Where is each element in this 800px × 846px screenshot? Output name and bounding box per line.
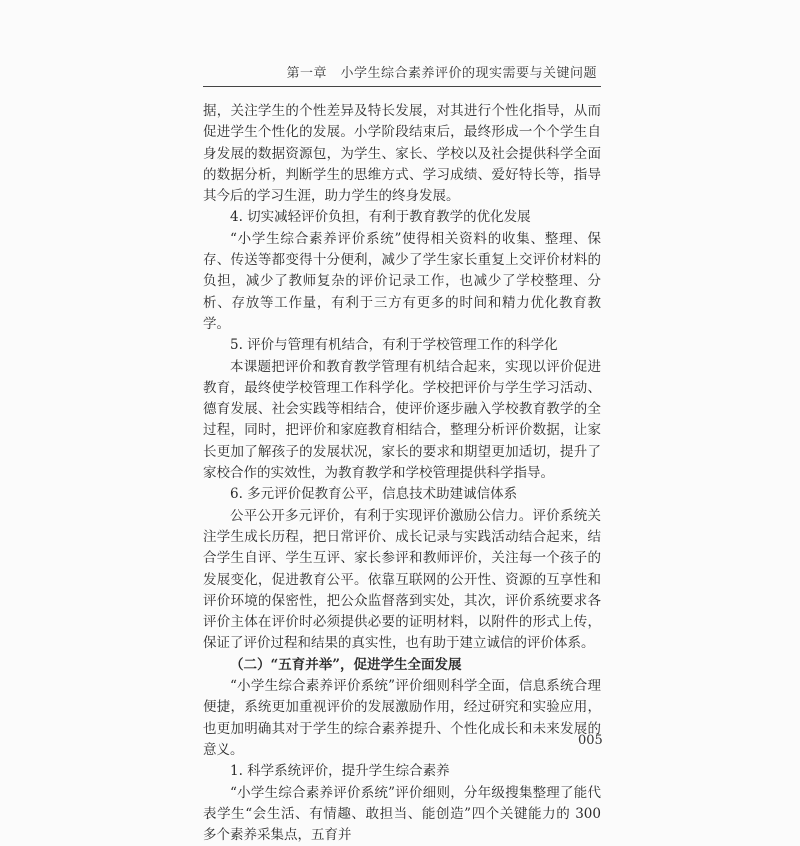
section-heading: （二）“五育并举”，促进学生全面发展: [203, 655, 601, 676]
paragraph-continued: 据，关注学生的个性差异及特长发展，对其进行个性化指导，从而促进学生个性化的发展。小学阶段结束后，最终形成一个个学生自身发展的数据资源包，为学生、家长、学校以及社会提供科学全面的数据分析，判断学生的思维方式、学习成绩、爱好特长等，指导其今后的学习生涯，助力学生的终身发展。: [203, 101, 601, 207]
page-number: 005: [578, 733, 603, 748]
paragraph: “小学生综合素养评价系统”使得相关资料的收集、整理、保存、传送等都变得十分便利，减少了学生家长重复上交评价材料的负担，减少了教师复杂的评价记录工作，也减少了学校整理、分析、存放等工作量，有利于三方有更多的时间和精力优化教育教学。: [203, 229, 601, 335]
paragraph: 公平公开多元评价，有利于实现评价激励公信力。评价系统关注学生成长历程，把日常评价、成长记录与实践活动结合起来，结合学生自评、学生互评、家长参评和教师评价，关注每一个孩子的发展变化，促进教育公平。依靠互联网的公开性、资源的互享性和评价环境的保密性，把公众监督落到实处，其次，评价系统要求各评价主体在评价时必须提供必要的证明材料，以附件的形式上传，保证了评价过程和结果的真实性，也有助于建立诚信的评价体系。: [203, 506, 601, 655]
subheading-5: 5. 评价与管理有机结合，有利于学校管理工作的科学化: [203, 335, 601, 356]
subheading-1: 1. 科学系统评价，提升学生综合素养: [203, 761, 601, 782]
subheading-6: 6. 多元评价促教育公平，信息技术助建诚信体系: [203, 484, 601, 505]
paragraph: 本课题把评价和教育教学管理有机结合起来，实现以评价促进教育，最终使学校管理工作科学化。学校把评价与学生学习活动、德育发展、社会实践等相结合，使评价逐步融入学校教育教学的全过程，同时，把评价和家庭教育相结合，整理分析评价数据，让家长更加了解孩子的发展状况，家长的要求和期望更加适切，提升了家校合作的实效性，为教育教学和学校管理提供科学指导。: [203, 357, 601, 485]
body-text: [203, 101, 601, 846]
header-rule: [203, 86, 601, 87]
running-header: 第一章 小学生综合素养评价的现实需要与关键问题: [286, 62, 597, 81]
paragraph: “小学生综合素养评价系统”评价细则科学全面，信息系统合理便捷，系统更加重视评价的发展激励作用，经过研究和实验应用，也更加明确其对于学生的综合素养提升、个性化成长和未来发展的意义。: [203, 676, 601, 761]
subheading-4: 4. 切实减轻评价负担，有利于教育教学的优化发展: [203, 207, 601, 228]
paragraph: “小学生综合素养评价系统”评价细则，分年级搜集整理了能代表学生“会生活、有情趣、敢担当、能创造”四个关键能力的 300 多个素养采集点，五育并: [203, 783, 601, 846]
